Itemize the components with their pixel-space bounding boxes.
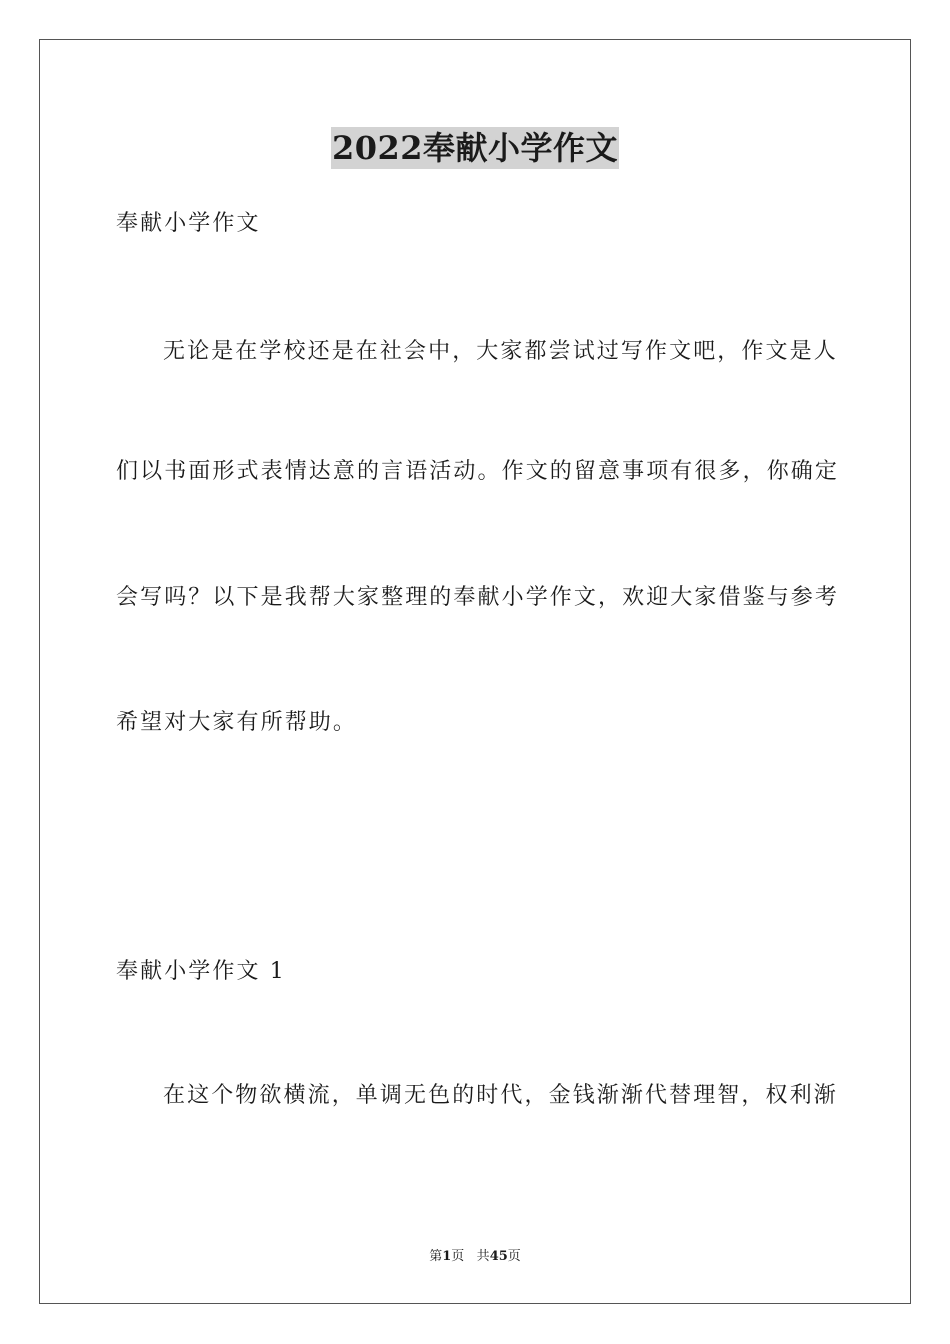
total-prefix: 共	[476, 1249, 490, 1264]
intro-paragraph-line: 会写吗？以下是我帮大家整理的奉献小学作文，欢迎大家借鉴与参考	[116, 585, 840, 610]
document-subtitle: 奉献小学作文	[116, 211, 261, 236]
page-prefix: 第	[429, 1249, 443, 1264]
intro-paragraph-line: 希望对大家有所帮助。	[116, 710, 358, 735]
intro-paragraph-line: 们以书面形式表情达意的言语活动。作文的留意事项有很多，你确定	[116, 459, 840, 484]
page-number: 1	[442, 1249, 452, 1264]
section-heading: 奉献小学作文 1	[116, 959, 286, 984]
page-suffix: 页	[451, 1249, 465, 1264]
page-footer	[0, 1248, 950, 1266]
intro-paragraph-line: 无论是在学校还是在社会中，大家都尝试过写作文吧，作文是人	[163, 339, 838, 364]
title-container	[0, 127, 950, 169]
section-paragraph-line: 在这个物欲横流，单调无色的时代，金钱渐渐代替理智，权利渐	[163, 1083, 838, 1108]
document-title: 2022奉献小学作文	[331, 129, 619, 167]
total-suffix: 页	[507, 1249, 521, 1264]
total-pages: 45	[489, 1249, 508, 1264]
